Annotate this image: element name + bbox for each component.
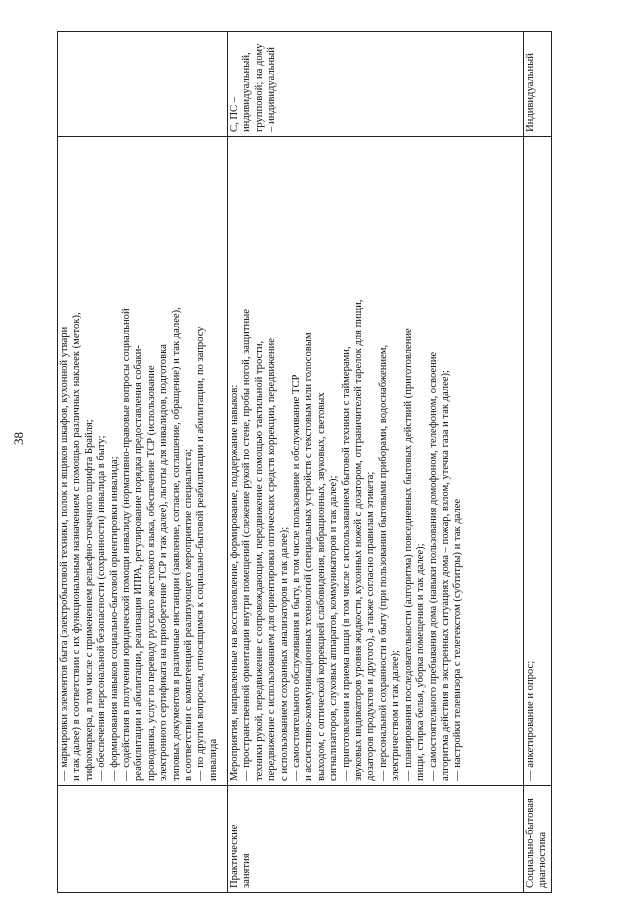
rehabilitation-table xyxy=(57,31,552,893)
content-line: в соответствии с компетенцией реализующего мероприятие специалиста; xyxy=(183,448,195,781)
content-line: инвалида xyxy=(207,738,219,781)
table-row xyxy=(524,32,552,893)
content-line: Мероприятия, направленные на восстановление, формирование, поддержание навыков: xyxy=(229,384,240,781)
content-line: — настройки телевизора с телетекстом (субтитры) и так далее xyxy=(452,498,464,781)
content-line: дозаторов продуктов и другого), а также согласно правилам этикета; xyxy=(365,471,377,781)
content-line: — по другим вопросам, относящимся к социально-бытовой реабилитации и абилитации, по запросу xyxy=(195,326,207,781)
activity-cell: Практические занятия xyxy=(228,786,524,893)
content-line: — формирования навыков социально-бытовой ориентировки инвалида; xyxy=(108,456,120,781)
content-line: сигнализаторов, слуховых аппаратов, коммуникаторов и так далее); xyxy=(328,475,340,781)
content-line: — маркировки элементов быта (электробытовой техники, полок и ящиков шкафов, кухонной утвари xyxy=(59,326,70,781)
content-cell xyxy=(524,137,552,786)
table-row xyxy=(58,32,228,893)
content-line: — обеспечения персональной безопасности (сохранности) инвалида в быту; xyxy=(96,435,108,781)
content-line: пищи, стирка белья, уборка помещения и так далее); xyxy=(415,543,427,781)
content-line: проводника, услуг по переводу русского жестового языка, обеспечение ТСР (использование xyxy=(145,365,157,781)
content-line: — содействия в получении юридической помощи инвалиду (нормативно-правовые вопросы социальной xyxy=(121,308,133,781)
content-line: электронного сертификата на приобретение ТСР и так далее), льготы для инвалидов, подготовка xyxy=(158,344,170,781)
rotated-page xyxy=(57,31,571,893)
content-line: — самостоятельного пребывания дома (навыки пользования домофоном, телефоном, освоение xyxy=(427,351,439,781)
content-cell xyxy=(58,137,228,786)
content-line: техники рукой, передвижение с сопровождающим, передвижение с помощью тактильной трости, xyxy=(253,340,265,781)
content-line: — самостоятельного обслуживания в быту, в том числе пользование и обслуживание ТСР xyxy=(291,374,303,781)
activity-cell: Социально-бытовая диагностика xyxy=(524,786,552,893)
content-line: звуковых индикаторов уровня жидкости, кухонных ножей с дозатором, отграничителей тарелок для пищи, xyxy=(353,299,365,781)
content-line: с использованием сохранных анализаторов и так далее); xyxy=(278,526,290,781)
form-cell: С, ПС – индивидуальный, групповой; на дому – индивидуальный xyxy=(228,32,524,137)
table-row xyxy=(228,32,524,893)
activity-cell xyxy=(58,786,228,893)
form-cell xyxy=(58,32,228,137)
content-line: передвижение с использованием для ориентировки оптических средств коррекции, передвижение xyxy=(266,338,278,781)
content-line: алгоритма действия в экстренных ситуациях дома – пожар, взлом, утечка газа и так далее); xyxy=(439,370,451,781)
content-line: выходом, с оптической коррекцией слабовидения, вибрационных, звуковых, световых xyxy=(315,392,327,781)
content-line: типовых документов в различные инстанции (заявление, согласие, соглашение, обращение) и так далее), xyxy=(170,307,182,781)
content-line: тифломаркера, в том числе с применением рельефно-точечного шрифта Брайля; xyxy=(83,419,95,781)
content-line: реабилитации и абилитации, реализация ИПРА, регулирование порядка предоставления собаки- xyxy=(133,345,145,781)
content-line: и ассистивно-коммуникационных технологий (специальных устройств с текстовым или голосовым xyxy=(303,332,315,781)
content-line: — планирования последовательности (алгоритма) повседневных бытовых действий (приготовление xyxy=(402,328,414,781)
page-number: 38 xyxy=(11,432,26,445)
content-line: — приготовления и приема пищи (в том числе с использованием бытовой техники с таймерами, xyxy=(340,346,352,781)
content-line: — персональной сохранности в быту (при пользовании бытовыми приборами, водоснабжением, xyxy=(377,344,389,781)
content-line: электричеством и так далее); xyxy=(390,650,402,781)
content-line: — анкетирование и опрос; xyxy=(525,660,536,781)
content-cell xyxy=(228,137,524,786)
content-line: и так далее) в соответствии с их функциональным назначением с помощью различных наклеек (меток), xyxy=(71,312,83,781)
content-line: — пространственной ориентации внутри помещений (слежение рукой по стене, пробы ногой, защитные xyxy=(241,309,253,781)
form-cell: Индивидуальный xyxy=(524,32,552,137)
